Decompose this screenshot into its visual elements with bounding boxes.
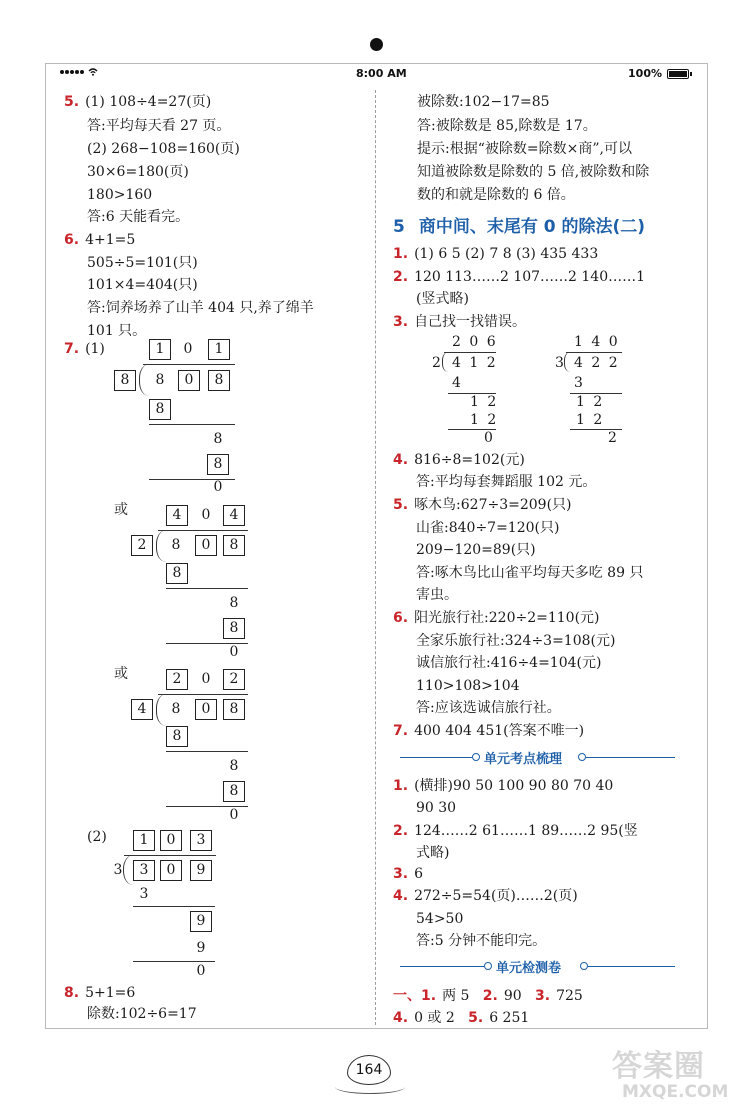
signal-icon [60, 70, 84, 74]
question-number: 7. [393, 723, 409, 739]
answer-line: 数的和就是除数的 6 倍。 [417, 187, 575, 203]
answer-line: 答:平均每天看 27 页。 [87, 118, 231, 134]
part-label: (2) [87, 829, 107, 845]
question-number: 3. [393, 314, 409, 330]
question-number: 1. [421, 988, 437, 1004]
answer-line: 110>108>104 [416, 678, 520, 694]
question-number: 4. [393, 452, 409, 468]
question-number: 1. [393, 778, 409, 794]
question-number: 4. [393, 1010, 409, 1026]
column-divider [375, 90, 376, 1025]
answer-line: 答:5 分钟不能印完。 [416, 933, 547, 949]
wifi-icon [88, 68, 98, 76]
question-number: 4. [393, 888, 409, 904]
battery-icon [667, 69, 689, 79]
answer-line: 180>160 [87, 187, 153, 203]
answer-line: 1. (横排)90 50 100 90 80 70 40 [393, 778, 614, 794]
answer-line: 山雀:840÷7=120(只) [416, 520, 560, 536]
answer-line: 3. 自己找一找错误。 [393, 314, 527, 330]
status-bar [46, 64, 707, 86]
answer-line: (竖式略) [416, 291, 469, 307]
answer-line: 54>50 [416, 911, 464, 927]
or-label: 或 [114, 666, 128, 682]
battery-area [628, 67, 689, 80]
question-number: 5. [64, 94, 80, 110]
question-number: 5. [393, 497, 409, 513]
device-camera [370, 38, 383, 51]
answer-line: 除数:102÷6=17 [87, 1006, 197, 1022]
unit-review-banner: 单元考点梳理 [400, 748, 675, 768]
answer-line: 90 30 [416, 800, 457, 816]
battery-percent: 100% [628, 67, 662, 80]
answer-line: 2. 120 113……2 107……2 140……1 [393, 269, 646, 285]
answer-line: 答:平均每套舞蹈服 102 元。 [416, 474, 597, 490]
question-number: 2. [393, 823, 409, 839]
question-number: 3. [393, 866, 409, 882]
answer-line: 5. (1) 108÷4=27(页) [64, 94, 212, 110]
answer-line: 6. 阳光旅行社:220÷2=110(元) [393, 610, 600, 626]
answer-line: 2. 124……2 61……1 89……2 95(竖 [393, 823, 638, 839]
answer-line: 被除数:102−17=85 [417, 94, 550, 110]
answer-line: 4. 272÷5=54(页)……2(页) [393, 888, 578, 904]
question-number: 1. [393, 246, 409, 262]
answer-line: 3. 6 [393, 866, 423, 882]
answer-line: 答:饲养场养了山羊 404 只,养了绵羊 [87, 300, 314, 316]
answer-line: 209−120=89(只) [416, 542, 536, 558]
answer-line: 505÷5=101(只) [87, 255, 198, 271]
question-number: 3. [535, 988, 551, 1004]
answer-line: 诚信旅行社:416÷4=104(元) [416, 655, 602, 671]
answer-line: 7. 400 404 451(答案不唯一) [393, 723, 585, 739]
question-number: 6. [393, 610, 409, 626]
answer-line: 答:应该选诚信旅行社。 [416, 700, 561, 716]
question-number: 2. [482, 988, 498, 1004]
answer-line: 101 只。 [87, 323, 147, 339]
unit-test-banner: 单元检测卷 [400, 957, 675, 977]
answer-line: 30×6=180(页) [87, 164, 189, 180]
answer-line: 提示:根据“被除数=除数×商”,可以 [417, 141, 632, 157]
answer-line: 101×4=404(只) [87, 277, 198, 293]
question-number: 5. [468, 1010, 484, 1026]
answer-line: 害虫。 [416, 587, 458, 603]
answer-line: 全家乐旅行社:324÷3=108(元) [416, 633, 616, 649]
answer-line: 一、1. 两 5 2. 90 3. 725 [393, 988, 583, 1004]
answer-line: 答:啄木鸟比山雀平均每天多吃 89 只 [416, 565, 644, 581]
question-number: 6. [64, 232, 80, 248]
section-title: 5 商中间、末尾有 0 的除法(二) [393, 217, 646, 237]
question-number: 7. [64, 341, 80, 357]
answer-line: 8. 5+1=6 [64, 985, 136, 1001]
answer-line: 5. 啄木鸟:627÷3=209(只) [393, 497, 572, 513]
or-label: 或 [114, 502, 128, 518]
answer-line: 6. 4+1=5 [64, 232, 136, 248]
watermark-logo: 答案圈 MXQE.COM [612, 1049, 729, 1102]
answer-line: 式略) [416, 845, 450, 861]
answer-line: 7. (1) [64, 341, 105, 357]
answer-line: 答:6 天能看完。 [87, 209, 190, 225]
status-time: 8:00 AM [356, 67, 407, 80]
question-number: 8. [64, 985, 80, 1001]
answer-line: 答:被除数是 85,除数是 17。 [417, 118, 597, 134]
answer-line: 知道被除数是除数的 5 倍,被除数和除 [417, 164, 650, 180]
answer-line: 4. 816÷8=102(元) [393, 452, 525, 468]
answer-line: (2) 268−108=160(页) [87, 141, 240, 157]
answer-line: 1. (1) 6 5 (2) 7 8 (3) 435 433 [393, 246, 599, 262]
signal-area [60, 68, 98, 76]
question-number: 2. [393, 269, 409, 285]
page-number: 164 [347, 1055, 391, 1085]
answer-line: 4. 0 或 2 5. 6 251 [393, 1010, 530, 1026]
